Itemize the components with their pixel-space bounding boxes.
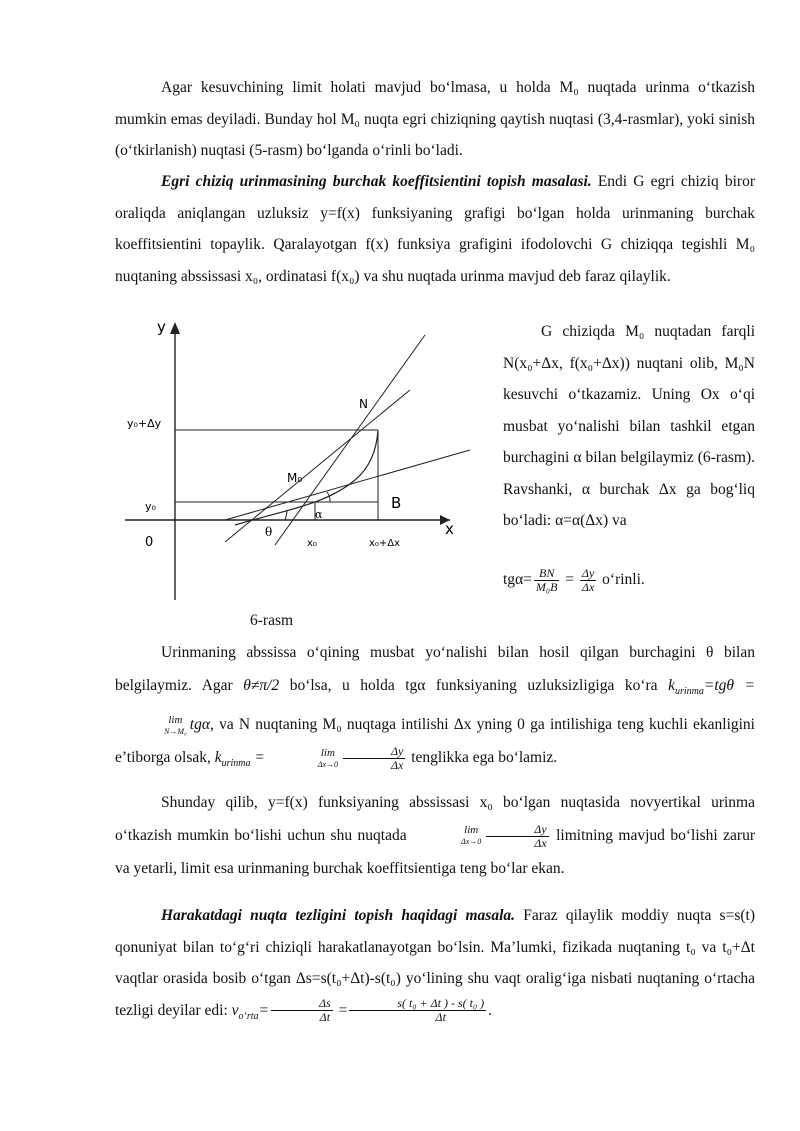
frac-den-dx: Δx <box>581 579 595 594</box>
side-paragraph: G chiziqda M₀ nuqtadan farqli N(x₀+Δx, f(x₀+Δx)) nuqtani olib, M₀N kesuvchi o‘tkazamiz. Uning Ox o‘qi musbat yo‘nalishi bilan tashkil etgan burchagini α bilan belgilaymiz (6-rasm). Ravshanki, α burchak Δx ga bog‘liq bo‘ladi: α=α(Δx) va <box>503 323 755 529</box>
paragraph-3 <box>115 636 755 780</box>
p5-text: Faraz qilaylik moddiy nuqta s=s(t) qonuniyat bilan to‘g‘ri chiziqli harakatlanayotgan bo‘lsin. Ma’lumki, fizikada nuqtaning t₀ va t₀+Δt vaqtlar orasida bosib o‘tgan Δs=s(t₀+Δt)-s(t₀) yo‘lining shu vaqt oralig‘iga nisbati nuqtaning o‘rtacha tezligi deyilar edi: <box>115 907 755 1019</box>
p5-vsub: o‘rta <box>238 1010 259 1022</box>
p5-eq2: = <box>334 1001 348 1019</box>
p3-fraction <box>343 745 405 772</box>
p3-k-formula <box>668 677 756 698</box>
alpha-label: α <box>315 508 323 521</box>
p3-k2sub: urinma <box>221 758 251 770</box>
frac-num-dy: Δy <box>581 565 595 580</box>
p3-part-b: bo‘lsa, u holda tgα funksiyaning uzluksizligiga ko‘ra <box>279 677 669 694</box>
x0-label: x₀ <box>307 538 317 549</box>
paragraph-4 <box>115 786 755 885</box>
p5-frac1-den: Δt <box>319 1010 331 1025</box>
point-m0-label: M₀ <box>287 471 303 485</box>
p3-frac-num: Δy <box>343 745 405 759</box>
paragraph-1: Agar kesuvchining limit holati mavjud bo‘lmasa, u holda M₀ nuqtada urinma o‘tkazish mumkin emas deyiladi. Bunday hol M₀ nuqta egri chiziqning qaytish nuqtasi (3,4-rasmlar), yoki sinish (o‘tkirlanish) nuqtasi (5-rasm) bo‘lganda o‘rinli bo‘ladi. <box>115 79 755 159</box>
p5-end: . <box>488 1001 493 1019</box>
side-tg-line: tgα= $\frac{BN}{\text{M₀B}}$ = $\frac{\Delta y}{\Delta x}$ o‘rinli. <box>503 565 645 594</box>
paragraph-2-text: Endi G egri chiziq biror oraliqda aniqlangan uzluksiz y=f(x) funksiyaning grafigi bo‘lgan holda urinmaning burchak koeffitsientini topaylik. Qaralayotgan f(x) funksiya grafigini ifodolovchi G chiziqqa tegishli M₀ nuqtaning abssissasi x₀, ordinatasi f(x₀) va shu nuqtada urinma mavjud deb faraz qilaylik. <box>115 173 755 285</box>
figure-6-graph <box>115 310 485 610</box>
p3-limit <box>118 715 187 737</box>
p4-lim-word: lim <box>464 824 479 837</box>
p4-lim-sub: Δx→0 <box>461 837 482 847</box>
y-axis-arrow <box>170 322 180 334</box>
p3-lim-word: lim <box>168 713 183 726</box>
tangent-line <box>225 450 470 520</box>
p5-eq: = <box>258 1001 269 1019</box>
theta-label: θ <box>265 525 273 539</box>
p3-frac-den: Δx <box>391 758 404 773</box>
p4-part-a: Shunday qilib, y=f(x) funksiyaning abssissasi x₀ bo‘lgan nuqtasida novyertikal urinma o‘tkazish mumkin bo‘lishi uchun shu nuqtada <box>115 794 755 844</box>
y0dy-label: y₀+Δy <box>127 417 162 430</box>
p5-frac1-num: Δs <box>271 997 333 1011</box>
p3-part-a: Urinmaning abssissa o‘qining musbat yo‘nalishi bilan hosil qilgan burchagini θ bilan belgilaymiz. Agar <box>115 644 755 694</box>
p5-frac2-den: Δt <box>435 1010 446 1025</box>
paragraph-2 <box>115 166 755 292</box>
tg-suffix: o‘rinli. <box>598 571 645 588</box>
p3-limit-2 <box>272 748 338 770</box>
p3-k: k <box>668 677 675 694</box>
p4-limit <box>415 825 481 847</box>
frac-num-bn: BN <box>534 567 560 581</box>
p4-frac-den: Δx <box>534 835 547 850</box>
fraction-bn-m0b <box>534 567 560 594</box>
paragraph-2-heading: Egri chiziq urinmasining burchak koeffitsientini topish masalasi. <box>161 173 592 190</box>
frac-den-m0b: M₀B <box>535 579 558 594</box>
y-axis-label: y <box>157 318 166 336</box>
p5-fraction-2 <box>349 997 486 1024</box>
tg-prefix: tgα= <box>503 571 532 588</box>
steep-line <box>275 335 425 545</box>
p4-fraction <box>486 823 548 850</box>
p3-lim2-sub: Δx→0 <box>317 759 338 769</box>
p5-v-formula <box>231 1001 269 1022</box>
p3-lim2-word: lim <box>320 746 335 759</box>
p3-lim-sub: N→M₀ <box>164 726 187 736</box>
paragraph-5 <box>115 900 755 1032</box>
p4-frac-num: Δy <box>486 823 548 837</box>
figure-caption: 6-rasm <box>250 612 294 629</box>
origin-label: 0 <box>145 535 154 550</box>
y0-label: y₀ <box>145 500 156 513</box>
fraction-dy-dx <box>580 567 596 594</box>
p3-part-d: tenglikka ega bo‘lamiz. <box>407 749 558 767</box>
point-b-label: B <box>391 494 402 512</box>
x0dx-label: x₀+Δx <box>369 538 401 549</box>
p3-condition: θ≠π/2 <box>243 677 280 694</box>
p3-eq2: = <box>250 749 269 767</box>
p5-fraction-1 <box>271 997 333 1024</box>
p3-part-c: , va N nuqtaning M₀ nuqtaga intilishi Δx yning 0 ga intilishiga teng kuchli ekanligini e’tiborga olsak, <box>115 716 755 767</box>
p5-v: v <box>231 1001 239 1019</box>
x-axis-label: x <box>445 520 454 538</box>
p5-frac2-num: s( t₀ + Δt ) - s( t₀ ) <box>349 997 486 1011</box>
p5-heading: Harakatdagi nuqta tezligini topish haqidagi masala. <box>161 907 516 924</box>
p3-k2: k <box>214 749 222 767</box>
p3-ksub: urinma <box>674 686 704 698</box>
p3-k2-formula <box>214 749 269 770</box>
p4-part-b: limitning mavjud bo‘lishi zarur va yetarli, limit esa urinmaning burchak koeffitsientiga teng bo‘lar ekan. <box>115 827 756 877</box>
p3-eq: =tgθ = <box>703 677 756 694</box>
point-n-label: N <box>359 397 368 411</box>
p3-lim-expr: tgα <box>189 716 210 734</box>
